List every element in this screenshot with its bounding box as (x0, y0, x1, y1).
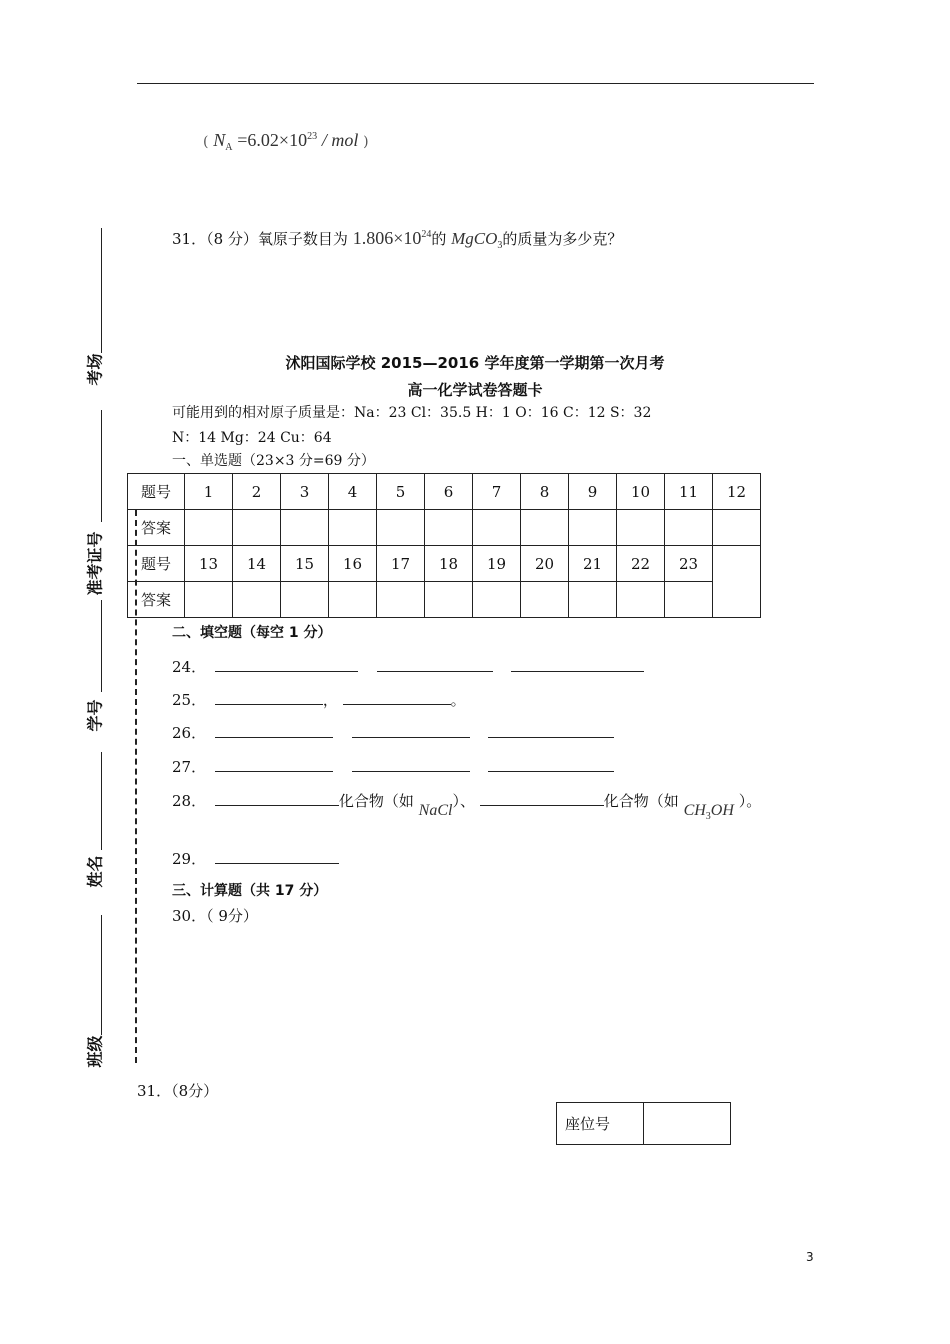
answer-table (127, 473, 761, 618)
fill-question-28: 28． 化合物（如 NaCl）、 化合物（如 $CH_3OH$ ）。 (172, 792, 762, 822)
header-rule (137, 83, 814, 84)
side-line-2 (101, 410, 102, 522)
question-number: 5 (377, 474, 425, 510)
answer-cell[interactable] (329, 582, 377, 618)
answer-cell[interactable] (713, 510, 761, 546)
answer-cell[interactable] (569, 510, 617, 546)
answer-blank[interactable] (352, 757, 470, 772)
section-1-title: 一、单选题（23×3 分=69 分） (172, 453, 375, 469)
question-number: 8 (521, 474, 569, 510)
question-number: 4 (329, 474, 377, 510)
question-number: 20 (521, 546, 569, 582)
seat-label: 座位号 (557, 1103, 644, 1145)
answer-cell[interactable] (521, 510, 569, 546)
side-label-class: 班级 (85, 1035, 105, 1068)
question-number: 22 (617, 546, 665, 582)
atomic-masses-line1: 可能用到的相对原子质量是：Na：23 Cl：35.5 H：1 O：16 C：12 S：32 (172, 405, 652, 421)
section-3-title: 三、计算题（共 17 分） (172, 883, 328, 899)
side-label-exam-room: 考场 (85, 353, 105, 386)
question-number: 21 (569, 546, 617, 582)
answer-cell[interactable] (185, 510, 233, 546)
answer-cell[interactable] (521, 582, 569, 618)
table-row (128, 546, 761, 582)
side-label-student-id: 学号 (85, 699, 105, 732)
question-31-top: 31．（8 分）氧原子数目为 $1.806\times 10^{24}$的 MgCO$_3$的质量为多少克？ (172, 228, 623, 251)
question-number: 17 (377, 546, 425, 582)
answer-cell[interactable] (665, 510, 713, 546)
answer-blank[interactable] (480, 791, 604, 806)
question-number: 14 (233, 546, 281, 582)
side-line-4 (101, 752, 102, 850)
fill-question-24: 24． (172, 656, 644, 677)
table-row (557, 1103, 731, 1145)
atomic-masses-line2: N：14 Mg：24 Cu：64 (172, 430, 332, 446)
question-number: 7 (473, 474, 521, 510)
seat-value[interactable] (644, 1103, 731, 1145)
answer-blank[interactable] (215, 723, 333, 738)
calc-question-31: 31．（8分） (137, 1082, 219, 1100)
answer-cell[interactable] (617, 582, 665, 618)
fill-question-27: 27． (172, 756, 614, 777)
page-title: 沭阳国际学校 2015—2016 学年度第一学期第一次月考 (285, 354, 665, 372)
seat-number-box (556, 1102, 731, 1145)
answer-cell[interactable] (233, 510, 281, 546)
side-line-1 (101, 228, 102, 353)
empty-cell (713, 546, 761, 618)
answer-cell[interactable] (473, 582, 521, 618)
answer-blank[interactable] (215, 757, 333, 772)
fill-question-25: 25． ， 。 (172, 691, 466, 709)
answer-blank[interactable] (488, 757, 614, 772)
table-label: 答案 (128, 510, 185, 546)
page-number: 3 (806, 1250, 814, 1264)
answer-blank[interactable] (488, 723, 614, 738)
formula-symbol: N (213, 130, 226, 150)
answer-blank[interactable] (215, 690, 323, 705)
answer-cell[interactable] (329, 510, 377, 546)
fill-question-26: 26． (172, 722, 614, 743)
side-line-3 (101, 600, 102, 692)
side-label-name: 姓名 (85, 855, 105, 888)
answer-cell[interactable] (185, 582, 233, 618)
answer-blank[interactable] (343, 690, 451, 705)
answer-cell[interactable] (377, 510, 425, 546)
table-label: 题号 (128, 474, 185, 510)
answer-cell[interactable] (425, 510, 473, 546)
question-number: 23 (665, 546, 713, 582)
answer-blank[interactable] (352, 723, 470, 738)
table-row (128, 474, 761, 510)
answer-cell[interactable] (425, 582, 473, 618)
answer-cell[interactable] (665, 582, 713, 618)
answer-cell[interactable] (569, 582, 617, 618)
answer-blank[interactable] (215, 849, 339, 864)
answer-blank[interactable] (215, 657, 358, 672)
table-label: 答案 (128, 582, 185, 618)
table-row (128, 582, 761, 618)
table-row (128, 510, 761, 546)
section-2-title: 二、填空题（每空 1 分） (172, 625, 332, 641)
question-number: 11 (665, 474, 713, 510)
question-number: 2 (233, 474, 281, 510)
side-line-5 (101, 915, 102, 1035)
question-number: 12 (713, 474, 761, 510)
answer-blank[interactable] (511, 657, 644, 672)
question-number: 9 (569, 474, 617, 510)
question-number: 13 (185, 546, 233, 582)
answer-cell[interactable] (473, 510, 521, 546)
avogadro-note: ( $N_A =6.02\times 10^{23}$ / mol ) (203, 130, 369, 153)
question-number: 15 (281, 546, 329, 582)
answer-cell[interactable] (233, 582, 281, 618)
question-number: 10 (617, 474, 665, 510)
question-number: 3 (281, 474, 329, 510)
fill-question-29: 29． (172, 848, 339, 869)
answer-cell[interactable] (281, 510, 329, 546)
answer-cell[interactable] (617, 510, 665, 546)
side-label-admission: 准考证号 (85, 531, 105, 596)
answer-blank[interactable] (377, 657, 493, 672)
answer-cell[interactable] (281, 582, 329, 618)
answer-blank[interactable] (215, 791, 339, 806)
question-number: 19 (473, 546, 521, 582)
question-number: 16 (329, 546, 377, 582)
calc-question-30: 30．（ 9分） (172, 907, 258, 925)
question-number: 18 (425, 546, 473, 582)
answer-cell[interactable] (377, 582, 425, 618)
page-subtitle: 高一化学试卷答题卡 (407, 381, 543, 399)
table-label: 题号 (128, 546, 185, 582)
question-number: 6 (425, 474, 473, 510)
question-number: 1 (185, 474, 233, 510)
